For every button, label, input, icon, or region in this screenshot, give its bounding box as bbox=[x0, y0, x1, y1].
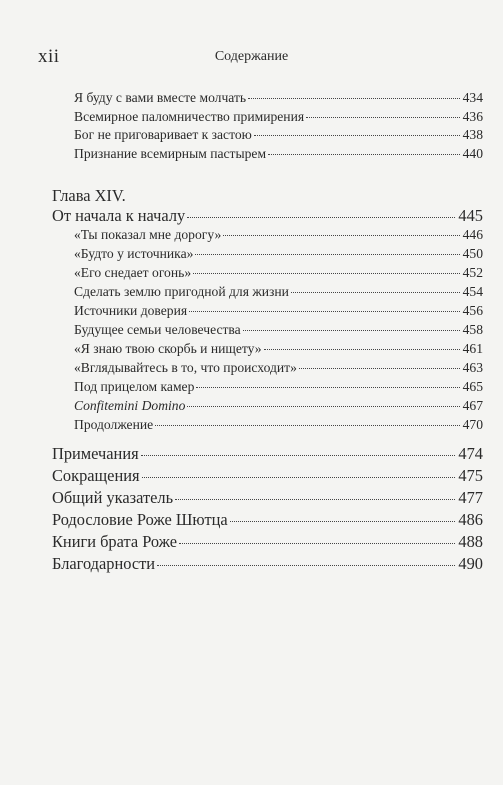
toc-entry bbox=[74, 90, 483, 106]
toc-entry-page: 440 bbox=[462, 146, 483, 161]
toc-entry-page: 474 bbox=[458, 444, 483, 463]
dot-leader bbox=[157, 565, 455, 566]
dot-leader bbox=[195, 254, 459, 255]
dot-leader bbox=[193, 273, 459, 274]
toc-entry bbox=[74, 360, 483, 376]
toc-entry-label: «Я знаю твою скорбь и нищету» bbox=[74, 341, 262, 356]
toc-entry-label: «Вглядывайтесь в то, что происходит» bbox=[74, 360, 297, 375]
toc-entry-label: Бог не приговаривает к застою bbox=[74, 127, 252, 142]
toc-entry-label: Под прицелом камер bbox=[74, 379, 195, 394]
toc-entry bbox=[74, 227, 483, 243]
dot-leader bbox=[306, 117, 460, 118]
back-matter-entry bbox=[52, 532, 483, 552]
chapter-title: Глава XIV. bbox=[52, 186, 126, 205]
toc-entry-page: 465 bbox=[462, 379, 483, 394]
toc-entry-page: 486 bbox=[458, 510, 483, 529]
toc-entry-page: 463 bbox=[462, 360, 483, 375]
toc-entry bbox=[74, 398, 483, 414]
toc-entry-page: 490 bbox=[458, 554, 483, 573]
dot-leader bbox=[179, 543, 455, 544]
toc-entry-page: 445 bbox=[458, 206, 483, 225]
dot-leader bbox=[155, 425, 459, 426]
toc-entry-page: 461 bbox=[462, 341, 483, 356]
toc-entry-label: Всемирное паломничество примирения bbox=[74, 109, 305, 124]
toc-entry bbox=[74, 341, 483, 357]
toc-entry bbox=[74, 109, 483, 125]
toc-entry-label: Confitemini Domino bbox=[74, 398, 186, 413]
toc-entry-page: 452 bbox=[462, 265, 483, 280]
dot-leader bbox=[243, 330, 460, 331]
toc-entry-page: 475 bbox=[458, 466, 483, 485]
toc-entry-label: Источники доверия bbox=[74, 303, 188, 318]
toc-entry bbox=[74, 322, 483, 338]
dot-leader bbox=[230, 521, 456, 522]
dot-leader bbox=[248, 98, 459, 99]
toc-entry-label: Примечания bbox=[52, 444, 139, 463]
dot-leader bbox=[187, 217, 455, 218]
dot-leader bbox=[175, 499, 455, 500]
dot-leader bbox=[141, 455, 456, 456]
toc-entry-label: Сделать землю пригодной для жизни bbox=[74, 284, 289, 299]
toc-entry bbox=[74, 127, 483, 143]
toc-entry-page: 454 bbox=[462, 284, 483, 299]
running-title: Содержание bbox=[214, 49, 289, 64]
toc-entry-page: 434 bbox=[462, 90, 483, 105]
toc-entry bbox=[74, 303, 483, 319]
dot-leader bbox=[291, 292, 460, 293]
back-matter-entry bbox=[52, 466, 483, 486]
dot-leader bbox=[268, 154, 460, 155]
dot-leader bbox=[189, 311, 459, 312]
toc-entry-page: 450 bbox=[462, 246, 483, 261]
toc-entry-label: Сокращения bbox=[52, 466, 140, 485]
toc-entry-page: 458 bbox=[462, 322, 483, 337]
toc-entry bbox=[74, 265, 483, 281]
back-matter-entry bbox=[52, 510, 483, 530]
toc-entry-page: 436 bbox=[462, 109, 483, 124]
toc-entry-page: 488 bbox=[458, 532, 483, 551]
dot-leader bbox=[264, 349, 460, 350]
toc-entry bbox=[74, 246, 483, 262]
back-matter-entry bbox=[52, 488, 483, 508]
toc-entry-label: Будущее семьи человечества bbox=[74, 322, 241, 337]
toc-entry-label: От начала к началу bbox=[52, 206, 186, 225]
dot-leader bbox=[223, 235, 459, 236]
toc-entry-page: 477 bbox=[458, 488, 483, 507]
toc-entry-label: «Ты показал мне дорогу» bbox=[74, 227, 222, 242]
toc-entry-label: Общий указатель bbox=[52, 488, 174, 507]
toc-entry-label: Признание всемирным пастырем bbox=[74, 146, 267, 161]
dot-leader bbox=[254, 135, 460, 136]
toc-entry-page: 470 bbox=[462, 417, 483, 432]
toc-entry bbox=[74, 417, 483, 433]
toc-entry-page: 456 bbox=[462, 303, 483, 318]
toc-entry-label: Продолжение bbox=[74, 417, 154, 432]
toc-entry-page: 438 bbox=[462, 127, 483, 142]
toc-entry-page: 467 bbox=[462, 398, 483, 413]
dot-leader bbox=[299, 368, 460, 369]
toc-entry-label: Книги брата Роже bbox=[52, 532, 178, 551]
toc-entry-label: «Его снедает огонь» bbox=[74, 265, 192, 280]
back-matter-entry bbox=[52, 444, 483, 464]
toc-entry-label: Родословие Роже Шютца bbox=[52, 510, 228, 529]
toc-entry-page: 446 bbox=[462, 227, 483, 242]
dot-leader bbox=[187, 406, 459, 407]
toc-entry bbox=[74, 284, 483, 300]
toc-entry bbox=[74, 146, 483, 162]
dot-leader bbox=[142, 477, 456, 478]
toc-entry-label: Благодарности bbox=[52, 554, 156, 573]
page-number: xii bbox=[38, 46, 60, 67]
back-matter-entry bbox=[52, 554, 483, 574]
dot-leader bbox=[196, 387, 459, 388]
chapter-heading-entry bbox=[52, 206, 483, 226]
toc-entry bbox=[74, 379, 483, 395]
toc-entry-label: «Будто у источника» bbox=[74, 246, 194, 261]
toc-entry-label: Я буду с вами вместе молчать bbox=[74, 90, 247, 105]
